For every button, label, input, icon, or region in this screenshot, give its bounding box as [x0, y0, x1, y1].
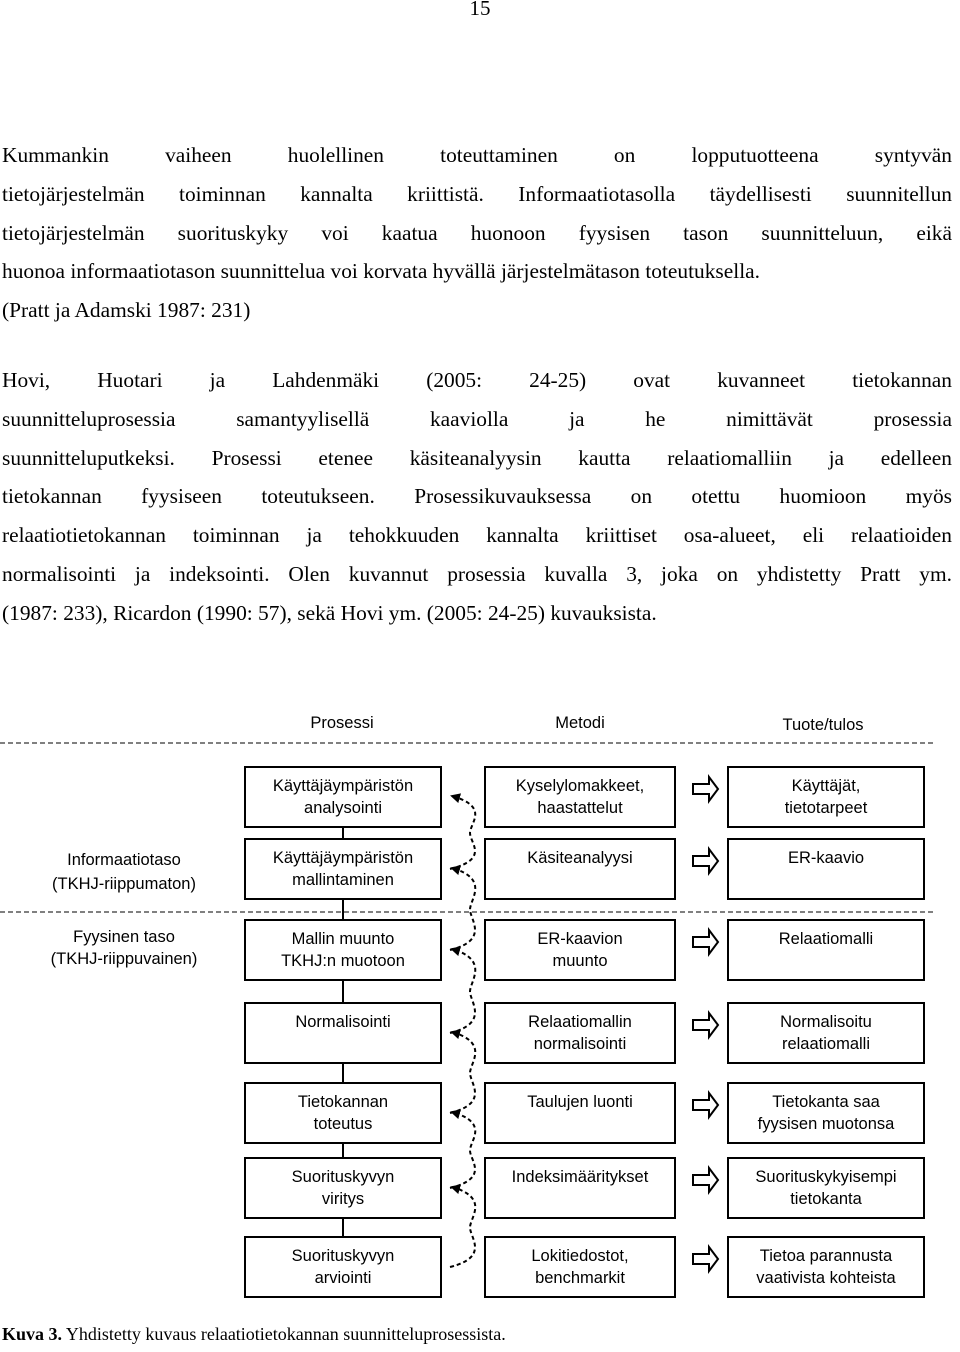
paragraph-2 — [2, 361, 952, 633]
text-line: Kummankin vaiheen huolellinen toteuttaminen on lopputuotteena syntyvän — [2, 143, 952, 167]
level-label: Fyysinen taso — [73, 928, 175, 946]
feedback-arrow — [450, 868, 475, 950]
process-box — [245, 1237, 441, 1297]
result-box — [728, 1083, 924, 1143]
method-box-text: Käsiteanalyysi — [527, 849, 633, 867]
feedback-arrow — [450, 1112, 475, 1188]
paragraph-1 — [2, 136, 952, 330]
result-box-text: tietokanta — [790, 1190, 862, 1208]
result-arrow-icon — [693, 1168, 718, 1192]
result-arrow-icon — [693, 1013, 718, 1037]
level-label: (TKHJ-riippumaton) — [52, 875, 196, 893]
method-box-text: Relaatiomallin — [528, 1013, 632, 1031]
figure-caption — [2, 1322, 506, 1346]
text-line: tietokannan fyysiseen toteutukseen. Prosessikuvauksessa on otettu huomioon myös — [2, 484, 952, 509]
process-box-text: toteutus — [313, 1115, 373, 1133]
result-box-text: fyysisen muotonsa — [757, 1115, 895, 1133]
text-line: Hovi, Huotari ja Lahdenmäki (2005: 24-25) ovat kuvanneet tietokannan — [2, 368, 952, 392]
result-box-text: ER-kaavio — [787, 849, 865, 867]
result-box — [728, 1158, 924, 1218]
text-line: suunnitteluprosessia samantyylisellä kaaviolla ja he nimittävät prosessia — [2, 406, 952, 431]
process-box-text: Käyttäjäympäristön — [272, 849, 414, 867]
process-box — [245, 1003, 441, 1063]
method-box — [485, 839, 675, 899]
text-line: tietojärjestelmän suorituskyky voi kaatua huonoon fyysisen tason suunnitteluun, eikä — [2, 220, 952, 245]
column-header: Prosessi — [310, 714, 374, 732]
column-header: Metodi — [555, 714, 605, 732]
method-box-text: Lokitiedostot, — [531, 1247, 629, 1265]
column-header: Tuote/tulos — [782, 716, 864, 734]
method-box-text: Indeksimääritykset — [511, 1168, 649, 1186]
process-box-text: Suorituskyvyn — [291, 1168, 395, 1186]
result-arrow-icon — [693, 849, 718, 873]
result-arrow-icon — [693, 777, 718, 801]
level-label: Informaatiotaso — [67, 851, 181, 869]
method-box-text: Taulujen luonti — [527, 1093, 633, 1111]
result-box-text: relaatiomalli — [781, 1035, 871, 1053]
process-box-text: mallintaminen — [292, 871, 394, 889]
result-box-text: vaativista kohteista — [756, 1269, 896, 1287]
process-box — [245, 839, 441, 899]
text-line: huonoa informaatiotason suunnittelua voi korvata hyvällä järjestelmätason toteutuksella. — [2, 259, 760, 284]
result-arrow-icon — [693, 1247, 718, 1271]
text-line: normalisointi ja indeksointi. Olen kuvannut prosessia kuvalla 3, joka on yhdistetty Pratt ym. — [2, 561, 952, 586]
process-box — [245, 767, 441, 827]
text-line: suunnitteluputkeksi. Prosessi etenee käsiteanalyysin kautta relaatiomalliin ja edelleen — [2, 445, 952, 470]
result-box-text: Käyttäjät, — [791, 777, 861, 795]
page-number: 15 — [469, 0, 491, 20]
result-arrow-icon — [693, 1093, 718, 1117]
process-box-text: Mallin muunto — [291, 930, 395, 948]
text-line: relaatiotietokannan toiminnan ja tehokkuuden kannalta kriittiset osa-alueet, eli relaatioiden — [2, 523, 952, 548]
result-box — [728, 920, 924, 980]
feedback-arrow — [450, 1187, 475, 1267]
result-box — [728, 1237, 924, 1297]
text-line: tietojärjestelmän toiminnan kannalta kriittistä. Informaatiotasolla täydellisesti suunnitellun — [2, 181, 952, 206]
result-box-text: Relaatiomalli — [778, 930, 874, 948]
process-diagram — [0, 700, 960, 1316]
method-box-text: benchmarkit — [535, 1269, 625, 1287]
method-box — [485, 767, 675, 827]
process-box-text: Suorituskyvyn — [291, 1247, 395, 1265]
process-box-text: analysointi — [304, 799, 382, 817]
method-box — [485, 1003, 675, 1063]
method-box — [485, 1237, 675, 1297]
method-box — [485, 1083, 675, 1143]
text-line: (1987: 233), Ricardon (1990: 57), sekä Hovi ym. (2005: 24-25) kuvauksista. — [2, 600, 657, 625]
process-box-text: TKHJ:n muotoon — [281, 952, 405, 970]
method-box-text: muunto — [552, 952, 608, 970]
feedback-arrow — [450, 949, 475, 1033]
method-box-text: normalisointi — [533, 1035, 627, 1053]
process-box — [245, 1083, 441, 1143]
result-arrow-icon — [693, 930, 718, 954]
method-box — [485, 920, 675, 980]
process-box-text: arviointi — [314, 1269, 372, 1287]
caption-text: Yhdistetty kuvaus relaatiotietokannan suunnitteluprosessista. — [62, 1324, 506, 1344]
method-box — [485, 1158, 675, 1218]
result-box-text: tietotarpeet — [784, 799, 868, 817]
level-label: (TKHJ-riippuvainen) — [50, 950, 198, 968]
result-box — [728, 767, 924, 827]
feedback-arrow — [450, 796, 475, 869]
result-box — [728, 1003, 924, 1063]
method-box-text: haastattelut — [537, 799, 623, 817]
process-box — [245, 920, 441, 980]
process-box-text: viritys — [321, 1190, 365, 1208]
method-box-text: ER-kaavion — [537, 930, 623, 948]
feedback-arrow — [450, 1032, 475, 1113]
caption-label: Kuva 3. — [2, 1324, 63, 1344]
process-box-text: Tietokannan — [297, 1093, 389, 1111]
process-box — [245, 1158, 441, 1218]
text-line: (Pratt ja Adamski 1987: 231) — [2, 298, 251, 323]
result-box-text: Tietoa parannusta — [759, 1247, 893, 1265]
result-box-text: Suorituskykyisempi — [755, 1168, 897, 1186]
process-box-text: Normalisointi — [295, 1013, 391, 1031]
result-box-text: Normalisoitu — [780, 1013, 872, 1031]
process-box-text: Käyttäjäympäristön — [272, 777, 414, 795]
result-box — [728, 839, 924, 899]
result-box-text: Tietokanta saa — [772, 1093, 880, 1111]
method-box-text: Kyselylomakkeet, — [515, 777, 645, 795]
